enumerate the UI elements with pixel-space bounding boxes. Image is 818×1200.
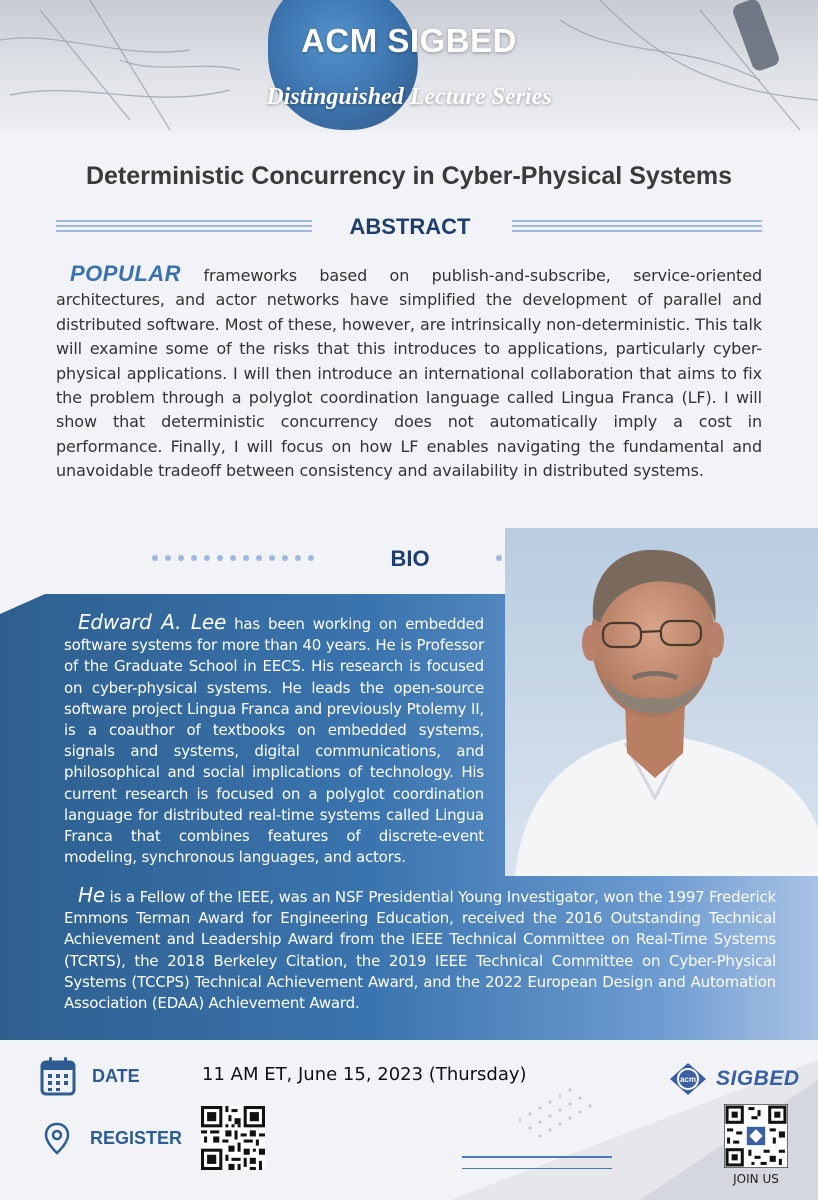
org-title: ACM SIGBED bbox=[301, 22, 517, 59]
abstract-text bbox=[56, 262, 762, 484]
bio-para1-text: has been working on embedded software systems for more than 40 years. He is Professor of the Graduate School in EECS. His research is focused on cyber-physical systems. He leads the open-source software project Lingua Franca and previously Ptolemy II, is a coauthor of textbooks on embedded systems, signals and systems, digital communications, and philosophical and social implications of technology. His current research is focused on a polyglot coordination language for distributed real-time systems called Lingua Franca that combines features of discrete-event modeling, synchronous languages, and actors. bbox=[64, 615, 484, 867]
speaker-photo bbox=[505, 528, 818, 876]
bio-para2-lead: He bbox=[78, 883, 105, 907]
bio-paragraph-2 bbox=[64, 885, 776, 1014]
join-qr-code[interactable] bbox=[724, 1104, 788, 1168]
location-pin-icon bbox=[44, 1122, 70, 1156]
bio-dots-left bbox=[152, 555, 314, 561]
date-label: DATE bbox=[92, 1066, 140, 1086]
abstract-lead-word: POPULAR bbox=[70, 261, 182, 286]
abstract-body: frameworks based on publish-and-subscribe, service-oriented architectures, and actor networks have simplified the development of parallel and distributed software. Most of these, however, are intrinsically non-deterministic. This talk will examine some of the risks that this introduces to applications, particularly cyber-physical applications. I will then introduce an international collaboration that aims to fix the problem through a polyglot coordination language called Lingua Franca (LF). I will show that deterministic concurrency does not automatically imply a cost in performance. Finally, I will focus on how LF enables navigating the fundamental and unavoidable tradeoff between consistency and availability in distributed systems. bbox=[56, 266, 762, 481]
bio-para2-text: is a Fellow of the IEEE, was an NSF Presidential Young Investigator, won the 1997 Frederick Emmons Terman Award for Engineering Education, received the 2016 Outstanding Technical Achievement and Leadership Award from the IEEE Technical Committee on Real-Time Systems (TCRTS), the 2018 Berkeley Citation, the 2019 IEEE Technical Committee on Cyber-Physical Systems (TCCPS) Technical Achievement Award, and the 2022 European Design and Automation Association (EDAA) Achievement Award. bbox=[64, 888, 776, 1013]
bio-paragraph-1 bbox=[64, 612, 484, 868]
series-title: Distinguished Lecture Series bbox=[266, 84, 552, 110]
sigbed-logo-text: SIGBED bbox=[716, 1067, 800, 1090]
register-label: REGISTER bbox=[90, 1128, 183, 1148]
join-us-label: JOIN US bbox=[733, 1172, 779, 1186]
talk-title: Deterministic Concurrency in Cyber-Physical Systems bbox=[85, 162, 733, 190]
header-sketch-art bbox=[0, 0, 818, 132]
calendar-icon bbox=[40, 1056, 76, 1096]
abstract-stripes-left bbox=[56, 220, 312, 234]
speaker-name: Edward A. Lee bbox=[78, 610, 227, 634]
bio-heading: BIO bbox=[390, 546, 430, 571]
abstract-heading: ABSTRACT bbox=[349, 214, 471, 239]
footer-rule-lines bbox=[462, 1156, 612, 1179]
date-value: 11 AM ET, June 15, 2023 (Thursday) bbox=[202, 1064, 527, 1085]
abstract-stripes-right bbox=[512, 220, 762, 234]
header-banner bbox=[0, 0, 818, 132]
acm-logo-text: acm bbox=[679, 1075, 697, 1084]
register-qr-code[interactable] bbox=[201, 1106, 265, 1170]
